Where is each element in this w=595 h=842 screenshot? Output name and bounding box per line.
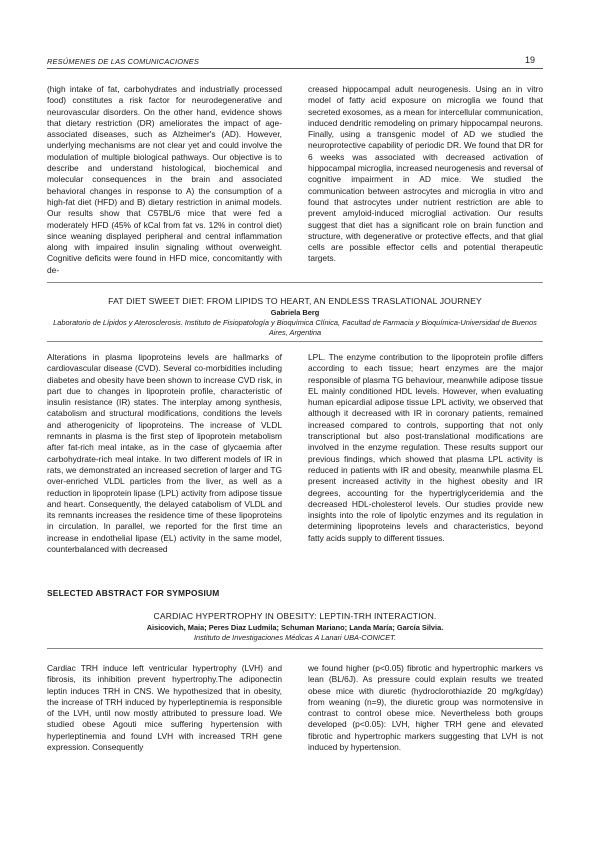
abstract-body (47, 663, 543, 753)
section-divider (47, 282, 543, 283)
header-rule (47, 68, 543, 69)
abstract-col-left: Alterations in plasma lipoproteins levels are hallmarks of cardiovascular disease (CVD). Several co-morbidities including diabetes and obesity have been shown to increase CVD risk, in part due to changes in lipoprotein profile, characteristic of insulin resistance (IR) states. The interplay among synthesis, catabolism and structural modifications, conditions the levels and atherogenicity of lipoproteins. The increase of VLDL remnants in plasma is the first step of lipoprotein metabolism after fat-rich meal intake, as in the case of glycaemia after carbohydrate-rich meal intake. In two different models of IR in rats, we demonstrated an increased secretion of larger and TG over-enriched VLDL particles from the liver, as well as a reduction in lipoprotein lipase (LPL) activity from adipose tissue and heart. Consequently, the delayed catabolism of VLDL and its remnants increases the residence time of these lipoproteins in circulation. In parallel, we reported for the first time an increase in endothelial lipase (EL) activity in the same model, counterbalanced with decreased (47, 352, 282, 555)
section-heading: SELECTED ABSTRACT FOR SYMPOSIUM (47, 588, 220, 598)
abstract-col-right: LPL. The enzyme contribution to the lipoprotein profile differs according to each tissue; heart enzymes are the major responsible of plasma TG behaviour, meanwhile adipose tissue EL mainly conditioned HDL levels. However, when evaluating human epicardial adipose tissue LPL activity, we observed that although it decreased with IR in coronary patients, remained increased compared to controls, supporting that not only transcriptional but also post-translational modifications are involved in the enzyme regulation. These results support our previous findings, which showed that plasma LPL activity is reduced in patients with IR and obesity, meanwhile plasma EL present increased activity in the highest obesity and IR degrees, accounting for the hypertriglyceridemia and the decreased HDL-cholesterol levels. Our studies provide new insights into the role of lipolytic enzymes and its regulation in determining lipoproteins levels and characteristics, beyond fatty acids supply to different tissues. (308, 352, 543, 543)
section-divider (47, 648, 543, 649)
abstract-authors: Aisicovich, Maia; Peres Diaz Ludmila; Schuman Mariano; Landa María; García Silvia. (146, 623, 444, 632)
abstract-authors: Gabriela Berg (270, 308, 320, 317)
abstract-affiliation: Instituto de Investigaciones Médicas A Lanari UBA-CONICET. (193, 633, 397, 642)
abstract-body (47, 352, 543, 555)
abstract-title: CARDIAC HYPERTROPHY IN OBESITY: LEPTIN-TRH INTERACTION. (153, 611, 437, 621)
abstract-affiliation: Laboratorio de Lípidos y Aterosclerosis. Instituto de Fisiopatología y Bioquímica Clínica, Facultad de Farmacia y Bioquímica-Universidad de Buenos Aires, Argentina (53, 318, 537, 337)
prev-abstract-col-left: (high intake of fat, carbohydrates and industrially processed food) constitutes a risk factor for neurodegenerative and neurovascular disorders. On the other hand, evidence shows that dietary restriction (DR) ameliorates the impact of age-associated diseases, such as Alzheimer's (AD). However, underlying mechanisms are not clear yet and could involve the modulation of multiple biological pathways. Our objective is to describe and understand histological, biochemical and molecular consequences in the brain and associated behavioral changes in response to A) the consumption of a high-fat diet (HFD) and B) dietary restriction in animal models. Our results show that C57BL/6 mice that were fed a moderately HFD (45% of kCal from fat vs. 12% in control diet) since weaning displayed peripheral and central inflammation along with impaired insulin signaling without overweight. Cognitive deficits were found in HFD mice, concomitantly with de- (47, 84, 282, 275)
section-divider (47, 341, 543, 342)
abstract-col-right: we found higher (p<0.05) fibrotic and hypertrophic markers vs lean (BL/6J). As pressure could explain results we treated obese mice with diuretic (hydroclorothiazide 20 mg/kg/day) from weaning (n=9), the diuretic group was normotensive in contrast to control obese mice. Nevertheless both groups developed (p<0.05): LVH, higher TRH gene and elevated fibrotic and hypertrophic markers suggesting that LVH is not induced by hypertension. (308, 663, 543, 753)
abstract-title: FAT DIET SWEET DIET: FROM LIPIDS TO HEART, AN ENDLESS TRASLATIONAL JOURNEY (108, 296, 482, 306)
page-number: 19 (524, 55, 535, 65)
running-head: RESÚMENES DE LAS COMUNICACIONES (47, 57, 199, 66)
prev-abstract-body (47, 84, 543, 276)
abstract-col-left: Cardiac TRH induce left ventricular hypertrophy (LVH) and fibrosis, its inhibition prevent hypertrophy.The adiponectin leptin induces TRH in CNS. We hypothesized that in obesity, the increase of TRH induced by hyperleptinemia is responsible of the LVH, until now mostly attributed to pressure load. We studied obese Agouti mice suffering hypertension with hyperleptinemia and found LVH with increased TRH gene expression. Consequently (47, 663, 282, 753)
prev-abstract-col-right: creased hippocampal adult neurogenesis. Using an in vitro model of fatty acid exposure on microglia we found that secreted exosomes, as a mean for intercellular communication, induced dendritic remodeling on primary hippocampal neurons. Finally, using a transgenic model of AD we studied the neuroprotective capability of periodic DR. We found that DR for 6 weeks was associated with decreased activation of hippocampal microglia, increased neurogenesis and reversal of cognitive impairment in AD mice. We studied the communication between astrocytes and microglia in vitro and found that astrocytes under nutrient restriction are able to prevent amyloid-induced microglial activation. Our results suggest that diet has a significant role on brain function and structure, with degenerative or protective effects, and that glial cells are possible effector cells and potential therapeutic targets. (308, 84, 543, 264)
